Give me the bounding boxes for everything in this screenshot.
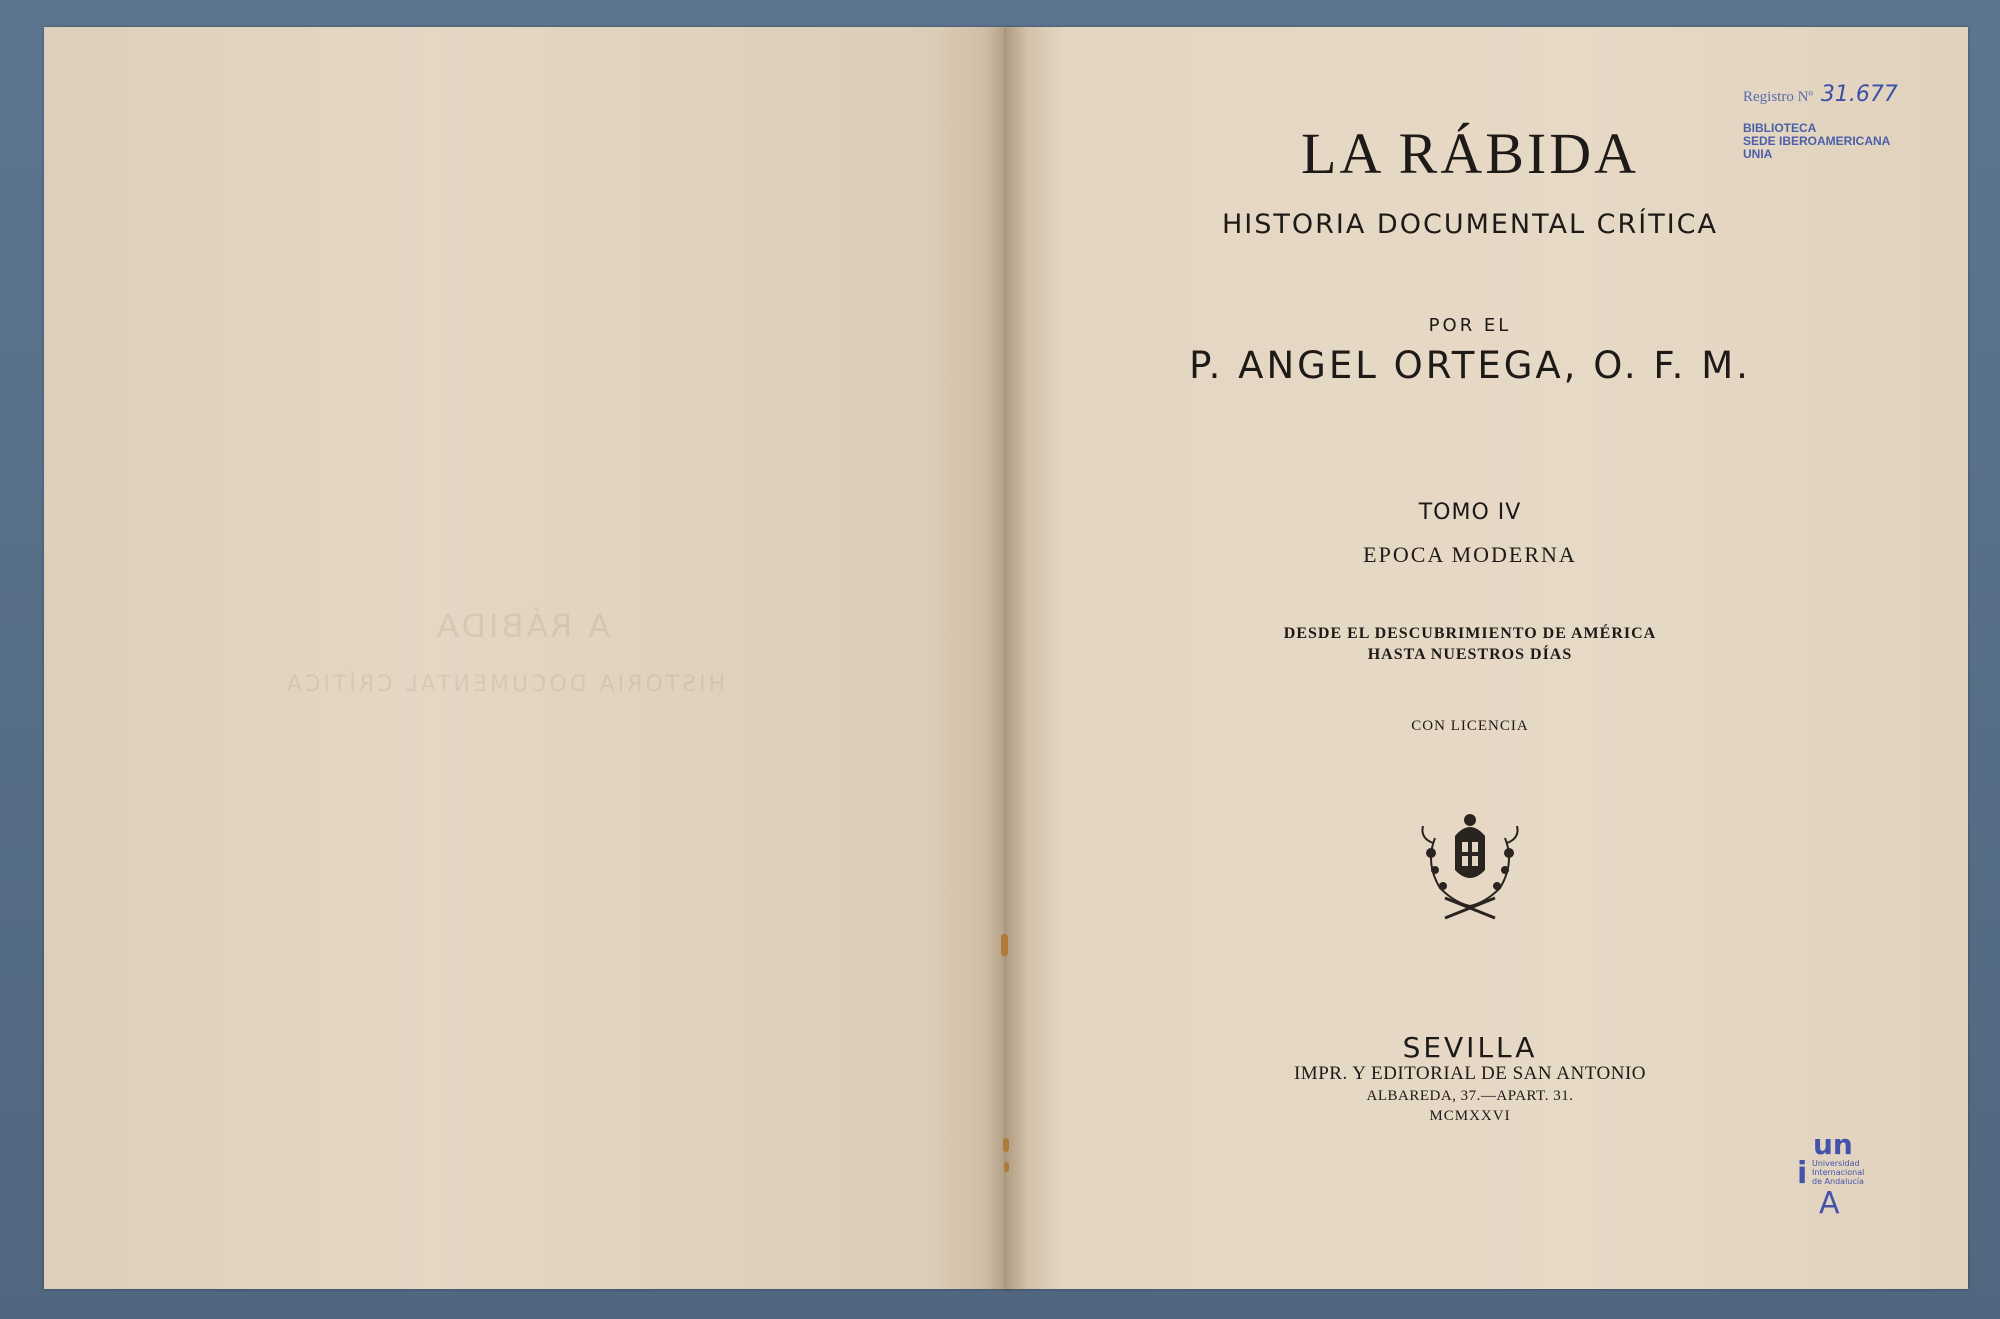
logo-small-text <box>1812 1159 1864 1186</box>
book-subtitle: HISTORIA DOCUMENTAL CRÍTICA <box>1222 209 1718 240</box>
logo-un: un <box>1813 1128 1853 1161</box>
publication-year: MCMXXVI <box>1429 1108 1511 1124</box>
city-name: SEVILLA <box>1402 1031 1538 1064</box>
registry-number: 31.677 <box>1820 82 1898 107</box>
library-stamp-line-3: UNIA <box>1743 147 1773 161</box>
publisher-address: ALBAREDA, 37.—APART. 31. <box>1366 1088 1574 1104</box>
logo-small-line-3: de Andalucía <box>1812 1177 1864 1186</box>
registry-stamp <box>1743 82 1898 107</box>
library-stamp-line-2: SEDE IBEROAMERICANA <box>1743 134 1891 148</box>
publisher-name: IMPR. Y EDITORIAL DE SAN ANTONIO <box>1293 1063 1647 1084</box>
author-name: P. ANGEL ORTEGA, O. F. M. <box>1189 344 1751 387</box>
bleed-through-title: A RÁBIDA <box>434 607 611 645</box>
paper-damage-mark <box>1004 1162 1009 1172</box>
bleed-through-subtitle: HISTORIA DOCUMENTAL CRÍTICA <box>284 672 726 697</box>
franciscan-coat-of-arms-emblem <box>1415 808 1525 923</box>
left-page <box>44 27 1010 1289</box>
book-title: LA RÁBIDA <box>1301 121 1639 186</box>
library-stamp-line-1: BIBLIOTECA <box>1743 121 1817 135</box>
by-label: POR EL <box>1428 315 1512 336</box>
paper-damage-mark <box>1001 934 1008 956</box>
unia-logo-stamp <box>1795 1128 1895 1223</box>
scope-line-2: HASTA NUESTROS DÍAS <box>1367 646 1573 663</box>
scope-line-1: DESDE EL DESCUBRIMIENTO DE AMÉRICA <box>1283 625 1657 642</box>
logo-i: i <box>1797 1156 1808 1191</box>
license-note: CON LICENCIA <box>1411 718 1529 734</box>
logo-small-line-2: Internacional <box>1812 1168 1865 1177</box>
book-gutter <box>985 27 1027 1289</box>
volume-label: TOMO IV <box>1418 500 1522 525</box>
logo-small-line-1: Universidad <box>1812 1159 1860 1168</box>
paper-damage-mark <box>1003 1138 1009 1152</box>
scope-text <box>1160 623 1780 665</box>
period-label: EPOCA MODERNA <box>1363 542 1577 567</box>
library-stamp <box>1743 122 1890 161</box>
logo-a: A <box>1819 1186 1840 1221</box>
registry-label: Registro Nº <box>1743 89 1814 105</box>
